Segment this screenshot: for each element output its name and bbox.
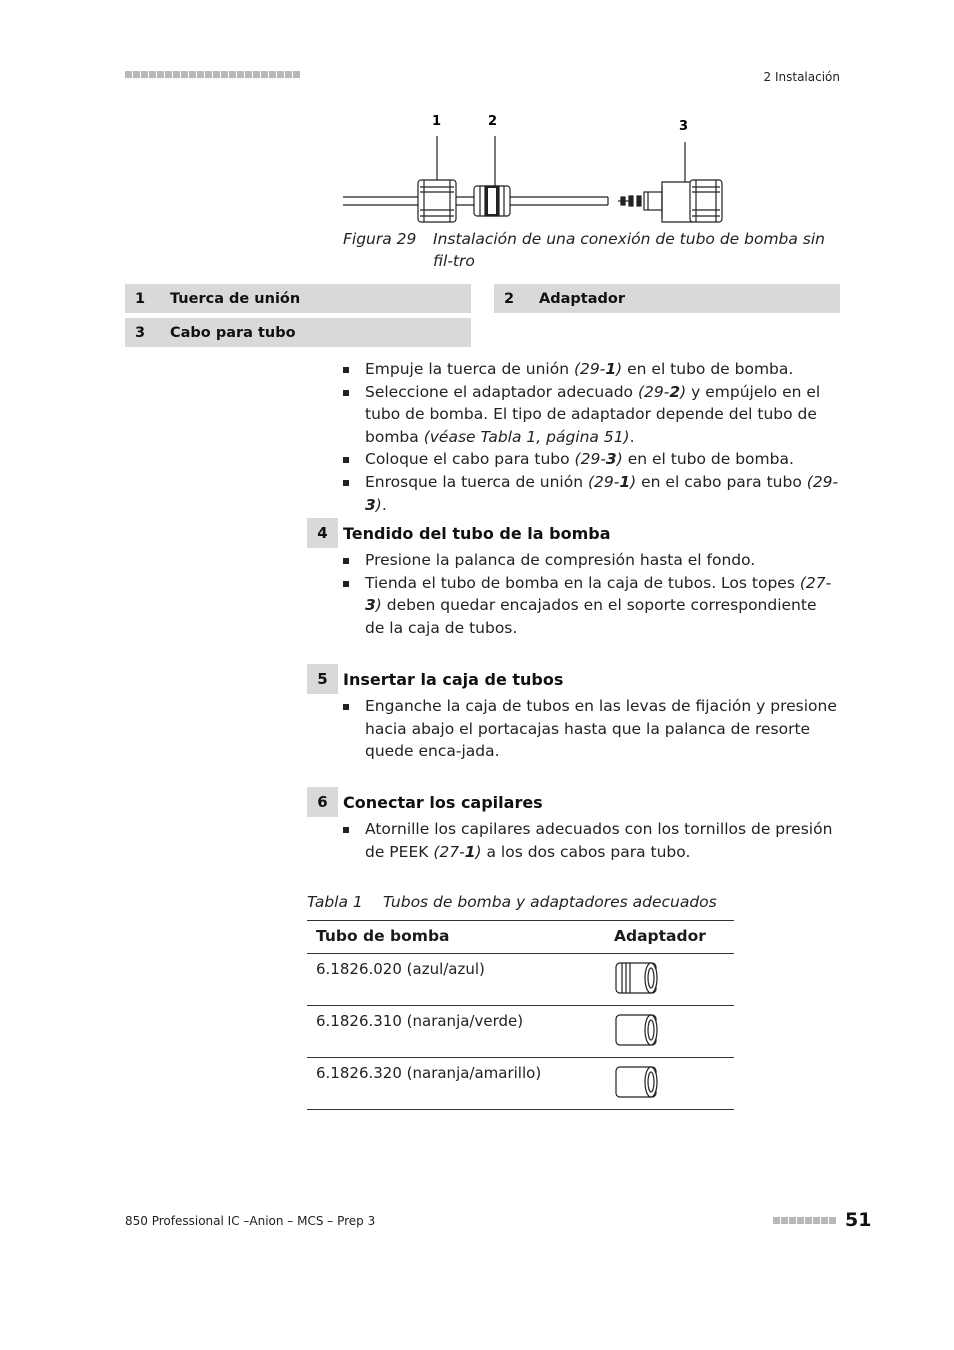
step-5-list bbox=[343, 695, 840, 763]
step-6-list bbox=[343, 818, 840, 863]
footer-decoration bbox=[773, 1217, 836, 1224]
list-item: Atornille los capilares adecuados con los tornillos de presión de PEEK (27-1) a los dos cabos para tubo. bbox=[343, 818, 840, 863]
adapter-ribbed-icon bbox=[614, 960, 660, 1000]
pump-tube-connection-diagram bbox=[340, 130, 730, 230]
figure-caption-number: Figura 29 bbox=[343, 230, 417, 248]
legend-number: 1 bbox=[135, 290, 146, 307]
instruction-list bbox=[343, 358, 840, 516]
figure-label-2: 2 bbox=[488, 114, 498, 129]
table-cell-tube: 6.1826.310 (naranja/verde) bbox=[316, 1012, 524, 1030]
step-number: 4 bbox=[307, 518, 338, 548]
table-row bbox=[307, 1057, 734, 1109]
adapter-plain-icon bbox=[614, 1012, 660, 1052]
table-header-tube: Tubo de bomba bbox=[316, 927, 450, 945]
table-caption bbox=[307, 893, 717, 911]
step-number: 5 bbox=[307, 664, 338, 694]
figure-caption-text: Instalación de una conexión de tubo de bomba sin fil-tro bbox=[433, 230, 826, 270]
table-bottom-rule bbox=[307, 1109, 734, 1110]
legend-item-2 bbox=[494, 284, 840, 313]
table-caption-number: Tabla 1 bbox=[307, 893, 363, 911]
legend-label: Cabo para tubo bbox=[170, 324, 296, 341]
list-item: Enrosque la tuerca de unión (29-1) en el cabo para tubo (29-3). bbox=[343, 471, 840, 516]
legend-number: 3 bbox=[135, 324, 146, 341]
list-item: Seleccione el adaptador adecuado (29-2) y empújelo en el tubo de bomba. El tipo de adaptador depende del tubo de bomba (véase Tabla 1, página 51). bbox=[343, 381, 840, 449]
step-heading-5 bbox=[307, 664, 563, 694]
table-caption-text: Tubos de bomba y adaptadores adecuados bbox=[383, 893, 717, 911]
table-row bbox=[307, 953, 734, 1005]
table-reference-link[interactable]: (véase Tabla 1, página 51) bbox=[423, 427, 630, 446]
figure-label-3: 3 bbox=[679, 119, 689, 134]
table-header-adapter: Adaptador bbox=[614, 927, 706, 945]
legend-item-3 bbox=[125, 318, 471, 347]
list-item: Enganche la caja de tubos en las levas de fijación y presione hacia abajo el portacajas hasta que la palanca de resorte quede enca-jada. bbox=[343, 695, 840, 763]
legend-item-1 bbox=[125, 284, 471, 313]
step-title: Insertar la caja de tubos bbox=[343, 669, 564, 689]
header-decoration bbox=[125, 71, 300, 81]
step-heading-6 bbox=[307, 787, 543, 817]
list-item: Coloque el cabo para tubo (29-3) en el tubo de bomba. bbox=[343, 448, 840, 471]
figure-label-1: 1 bbox=[432, 114, 442, 129]
page-number: 51 bbox=[845, 1209, 872, 1231]
legend-label: Adaptador bbox=[539, 290, 625, 307]
table-cell-tube: 6.1826.020 (azul/azul) bbox=[316, 960, 485, 978]
adapter-table bbox=[307, 920, 734, 1110]
list-item: Empuje la tuerca de unión (29-1) en el tubo de bomba. bbox=[343, 358, 840, 381]
figure-caption bbox=[343, 228, 843, 272]
step-number: 6 bbox=[307, 787, 338, 817]
legend-label: Tuerca de unión bbox=[170, 290, 301, 307]
header-section: 2 Instalación bbox=[763, 70, 840, 84]
step-title: Tendido del tubo de la bomba bbox=[343, 523, 611, 543]
legend-number: 2 bbox=[504, 290, 515, 307]
table-row bbox=[307, 1005, 734, 1057]
step-title: Conectar los capilares bbox=[343, 792, 543, 812]
table-header-row bbox=[307, 920, 734, 953]
footer-document-title: 850 Professional IC –Anion – MCS – Prep 3 bbox=[125, 1214, 376, 1228]
list-item: Tienda el tubo de bomba en la caja de tubos. Los topes (27-3) deben quedar encajados en el soporte correspondiente de la caja de tubos. bbox=[343, 572, 840, 640]
step-heading-4 bbox=[307, 518, 611, 548]
list-item: Presione la palanca de compresión hasta el fondo. bbox=[343, 549, 840, 572]
table-cell-tube: 6.1826.320 (naranja/amarillo) bbox=[316, 1064, 542, 1082]
adapter-plain-icon bbox=[614, 1064, 660, 1104]
step-4-list bbox=[343, 549, 840, 639]
